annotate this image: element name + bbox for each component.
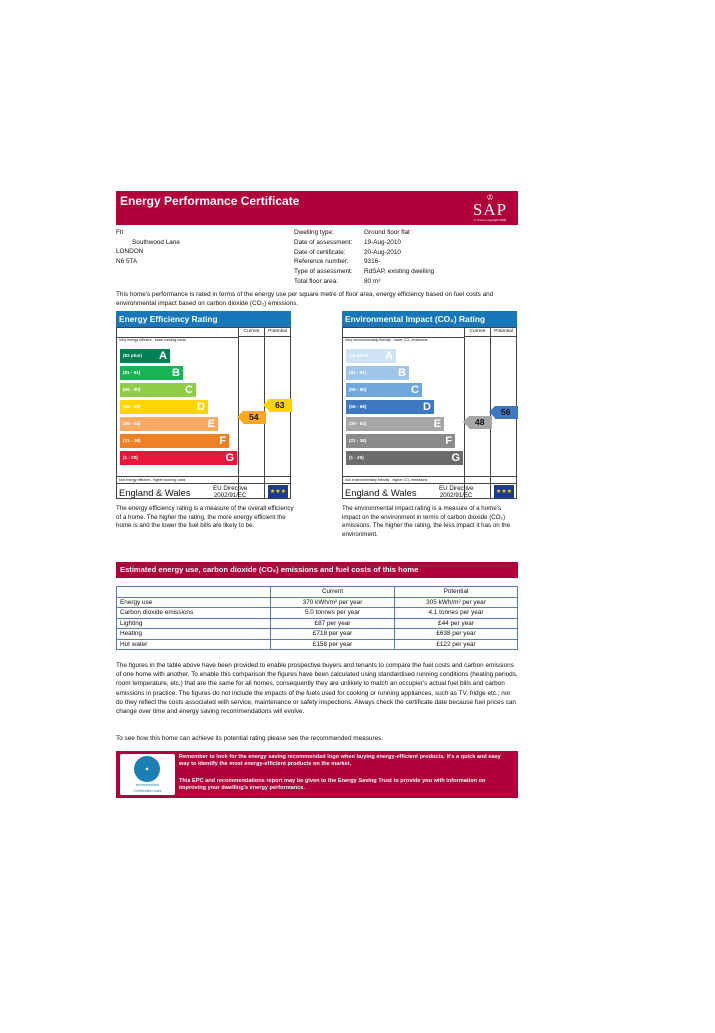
potential-header: Potential (265, 328, 290, 337)
rating-band-g (120, 451, 237, 465)
band-letter: G (451, 452, 460, 464)
energy-efficiency-rating (116, 311, 291, 499)
band-range: (39 - 54) (349, 421, 367, 426)
estimates-table (116, 586, 518, 650)
eu-flag-icon: ★★★ (268, 485, 288, 499)
row-potential: £44 per year (395, 618, 518, 629)
address-line: Southwood Lane (132, 238, 180, 246)
rating-title: Energy Efficiency Rating (116, 311, 291, 327)
detail-row (294, 277, 434, 287)
band-letter: F (219, 435, 226, 447)
current-rating-arrow (243, 411, 266, 424)
certificate-page (116, 191, 518, 793)
table-header-row (117, 587, 518, 598)
detail-label: Reference number: (294, 258, 349, 266)
rating-band-c (346, 383, 422, 397)
row-label: Carbon dioxide emissions (117, 608, 271, 619)
rating-bottom-text: Not energy efficient - higher running costs (119, 478, 186, 482)
band-range: (69 - 80) (123, 387, 141, 392)
table-header-blank (117, 587, 271, 598)
row-potential: 305 kWh/m² per year (395, 597, 518, 608)
crown-icon: ♔ (486, 193, 494, 202)
band-range: (1 - 20) (349, 455, 364, 460)
address-line: LONDON (116, 248, 144, 256)
rating-top-text: Very environmentally friendly - lower CO₂ emissions (345, 338, 428, 342)
certificate-banner (116, 191, 518, 225)
eu-directive (213, 485, 247, 499)
band-range: (92 plus) (123, 353, 142, 358)
rating-chart (342, 327, 517, 499)
table-row (117, 639, 518, 650)
table-row (117, 608, 518, 619)
potential-header: Potential (491, 328, 516, 337)
rating-band-d (120, 400, 208, 414)
band-range: (1 - 20) (123, 455, 138, 460)
rating-chart (116, 327, 291, 499)
row-current: £87 per year (271, 618, 395, 629)
detail-label: Date of assessment: (294, 238, 353, 246)
row-potential: £638 per year (395, 629, 518, 640)
rating-band-e (120, 417, 218, 431)
est-text: This EPC and recommendations report may be given to the Energy Saving Trust to provide you with information on improving your dwelling's energy performance. (179, 778, 486, 792)
rating-top-text: Very energy efficient - lower running costs (119, 338, 186, 342)
band-range: (55 - 68) (349, 404, 367, 409)
row-potential: £122 per year (395, 639, 518, 650)
directive-code: 2002/91/EC (213, 492, 247, 499)
current-header: Current (239, 328, 264, 337)
energy-saving-text: Remember to look for the energy saving recommended logo when buying energy-efficient products. It's a quick and easy way to identify the most energy-efficient products on the market. (179, 754, 501, 768)
band-range: (55 - 68) (123, 404, 141, 409)
detail-label: Dwelling type: (294, 229, 334, 236)
rating-band-d (346, 400, 434, 414)
band-letter: B (398, 367, 406, 379)
detail-label: Date of certificate: (294, 248, 346, 256)
logo-caption: recommended (136, 783, 159, 787)
band-letter: A (385, 350, 393, 362)
current-rating-arrow (469, 416, 492, 429)
directive-label: EU Directive (439, 485, 474, 492)
row-potential: 4.1 tonnes per year (395, 608, 518, 619)
current-header: Current (465, 328, 490, 337)
current-rating-value: 54 (249, 411, 259, 422)
table-row (117, 597, 518, 608)
rating-band-a (346, 349, 396, 363)
row-current: 370 kWh/m² per year (271, 597, 395, 608)
property-address (116, 228, 180, 266)
logo-caption: Certification mark (133, 789, 162, 793)
crown-copyright: © Crown copyright 2008 (473, 218, 507, 222)
band-letter: E (207, 418, 215, 430)
directive-label: EU Directive (213, 485, 248, 492)
rating-band-c (120, 383, 196, 397)
detail-value: 9316- (364, 258, 381, 266)
detail-row (294, 228, 434, 238)
directive-code: 2002/91/EC (439, 492, 473, 499)
energy-saving-recommended-icon: ◆ (134, 756, 160, 782)
potential-rating-value: 63 (275, 400, 285, 410)
intro-text: This home's performance is rated in terms of the energy use per square metre of floor area, energy efficiency based on fuel costs and environmental impact based on carbon dioxide (CO₂) emissions. (116, 291, 494, 307)
figures-explanation: The figures in the table above have been provided to enable prospective buyers and tenants to compare the fuel costs and carbon emissions of one home with another. To enable this comparison the figures have been calculated using standardised running conditions (heating periods, room temperature, etc.) that are the same for all homes, consequently they are unlikely to match an occupier's actual fuel bills and carbon emissions in practice. The figures do not include the impacts of the fuels used for cooking or running appliances, such as TV, fridge etc.; nor do they reflect the costs associated with service, maintenance or safety inspections. Always check the certificate date because fuel prices can change over time and energy saving recommendations will evolve. (116, 662, 518, 716)
rating-bottom-text: Not environmentally friendly - higher CO₂ emissions (345, 478, 428, 482)
current-rating-value: 48 (475, 417, 485, 428)
property-details (294, 228, 434, 287)
potential-rating-arrow (269, 399, 292, 412)
rating-footer (117, 484, 290, 500)
detail-value: RdSAP, existing dwelling (364, 268, 435, 276)
band-letter: G (225, 452, 234, 464)
rating-band-g (346, 451, 463, 465)
band-letter: C (411, 384, 419, 396)
detail-value: 80 m² (364, 277, 381, 285)
table-row (117, 629, 518, 640)
band-letter: A (159, 350, 167, 362)
detail-label: Type of assessment: (294, 268, 353, 276)
band-range: (81 - 91) (349, 370, 367, 375)
band-letter: E (433, 418, 441, 430)
band-letter: F (445, 435, 452, 447)
row-label: Energy use (117, 597, 271, 608)
band-letter: B (172, 367, 180, 379)
band-letter: D (197, 401, 205, 413)
environmental-impact-description: The environmental impact rating is a measure of a home's impact on the environment in terms of carbon dioxide (CO₂) emissions. The higher the rating, the less impact it has on the environment. (342, 505, 511, 538)
row-current: £718 per year (271, 629, 395, 640)
potential-rating-value: 56 (501, 407, 511, 417)
detail-value: Ground floor flat (364, 229, 410, 236)
address-line: Flt (116, 229, 124, 236)
energy-efficiency-description: The energy efficiency rating is a measure of the overall efficiency of a home. The higher the rating, the more energy efficient the home is and the lower the fuel bills are likely to be. (116, 505, 294, 530)
certificate-title: Energy Performance Certificate (120, 194, 300, 208)
band-range: (21 - 38) (123, 438, 141, 443)
rating-band-f (346, 434, 455, 448)
detail-row (294, 238, 434, 248)
row-label: Lighting (117, 618, 271, 629)
detail-value: 19-Aug-2010 (364, 238, 401, 246)
table-header-potential: Potential (395, 587, 518, 598)
current-column (464, 328, 490, 498)
band-range: (92 plus) (349, 353, 368, 358)
detail-row (294, 267, 434, 277)
country-label: England & Wales (119, 487, 191, 498)
address-line: N6 5TA (116, 257, 138, 265)
row-label: Hot water (117, 639, 271, 650)
band-range: (81 - 91) (123, 370, 141, 375)
sap-logo-text: SAP (472, 200, 508, 219)
row-current: £158 per year (271, 639, 395, 650)
detail-row (294, 257, 434, 267)
rating-band-a (120, 349, 170, 363)
band-letter: C (185, 384, 193, 396)
rating-footer (343, 484, 516, 500)
rating-title: Environmental Impact (CO₂) Rating (342, 311, 517, 327)
rating-band-b (346, 366, 409, 380)
potential-column (264, 328, 290, 498)
rating-band-e (346, 417, 444, 431)
table-header-current: Current (271, 587, 395, 598)
detail-label: Total floor area: (294, 277, 339, 285)
row-label: Heating (117, 629, 271, 640)
detail-value: 20-Aug-2010 (364, 248, 401, 256)
detail-row (294, 248, 434, 258)
eu-flag-icon: ★★★ (494, 485, 514, 499)
band-range: (21 - 38) (349, 438, 367, 443)
band-range: (69 - 80) (349, 387, 367, 392)
sap-logo (466, 193, 514, 223)
table-row (117, 618, 518, 629)
potential-rating-arrow (495, 406, 518, 419)
see-recommendations-text: To see how this home can achieve its potential rating please see the recommended measures. (116, 735, 384, 742)
eu-directive (439, 485, 473, 499)
energy-saving-logo (120, 754, 175, 795)
band-letter: D (423, 401, 431, 413)
row-current: 5.0 tonnes per year (271, 608, 395, 619)
rating-band-b (120, 366, 183, 380)
country-label: England & Wales (345, 487, 417, 498)
energy-saving-box (116, 751, 518, 798)
band-range: (39 - 54) (123, 421, 141, 426)
estimates-title: Estimated energy use, carbon dioxide (CO₂) emissions and fuel costs of this home (116, 562, 518, 578)
rating-band-f (120, 434, 229, 448)
environmental-impact-rating (342, 311, 517, 499)
